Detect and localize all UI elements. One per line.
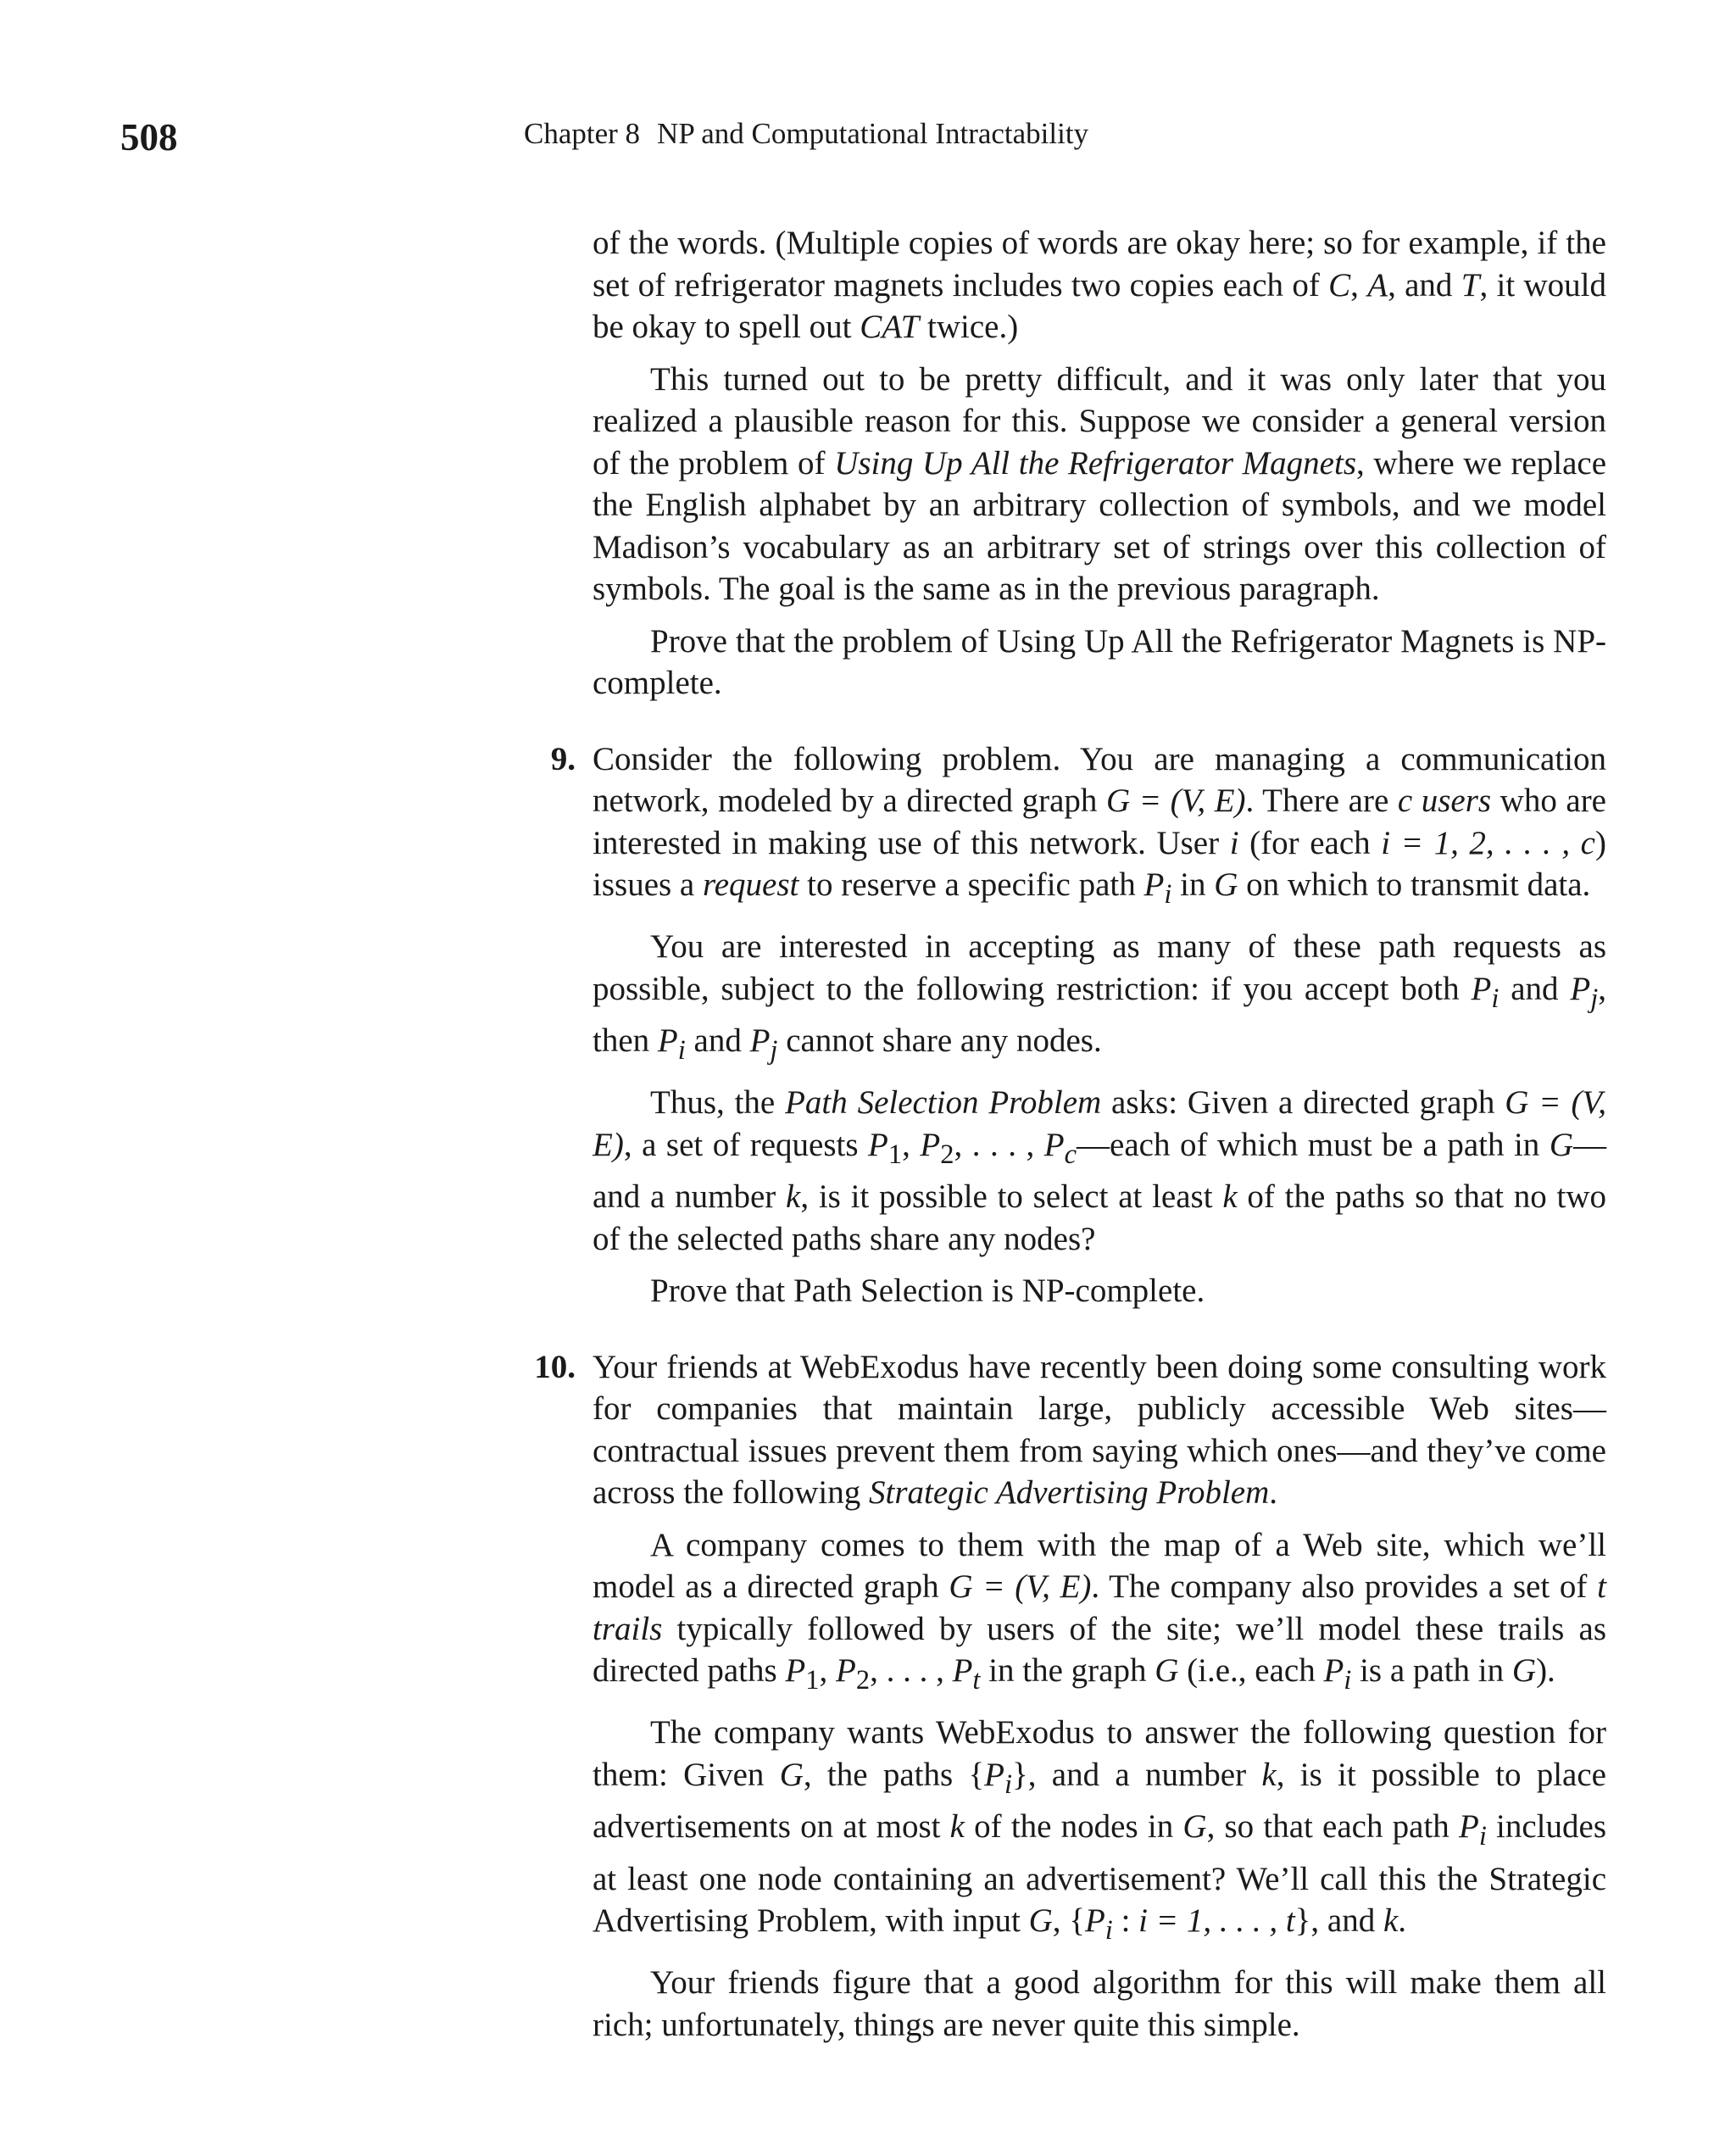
problem-10-paragraph-3: The company wants WebExodus to answer the following question for them: Given G, the paths $\{P_i\}$, and a number k, is it possible to place advertisements on at most k of the nodes in G, so that each path $P_i$ includes at least one node containing an advertisement? We’ll call this the Strategic Advertising Problem, with input G, {$P_i$ : i = 1, . . . , t}, and k.	[593, 1714, 1606, 1946]
continuation-paragraph-3: Prove that the problem of Using Up All the Refrigerator Magnets is NP-complete.	[593, 622, 1606, 701]
problem-10	[534, 1346, 1606, 2047]
problem-9-paragraph-3: Thus, the Path Selection Problem asks: Given a directed graph G = (V, E), a set of requests $P_1$, $P_2$, . . . , $P_c—each$ of which must be a path in G—and a number k, is it possible to select at least k of the paths so that no two of the selected paths share any nodes?	[593, 1084, 1606, 1257]
continuation-paragraph-1: of the words. (Multiple copies of words are okay here; so for example, if the set of refrigerator magnets includes two copies each of C, A, and T, it would be okay to spell out CAT twice.)	[593, 225, 1606, 345]
problem-9-paragraph-2: You are interested in accepting as many of these path requests as possible, subject to the following restriction: if you accept both $P_i$ and $P_j$, then $P_i$ and $P_j$ cannot share any nodes.	[593, 928, 1606, 1066]
chapter-title: NP and Computational Intractability	[657, 117, 1089, 150]
chapter-label: Chapter 8	[524, 117, 641, 150]
problem-10-paragraph-2: A company comes to them with the map of a Web site, which we’ll model as a directed graph G = (V, E). The company also provides a set of t trails typically followed by users of the site; we’ll model these trails as directed paths $P_1$, $P_2$, . . . , $P_t$ in the graph G (i.e., each $P_i$ is a path in G).	[593, 1526, 1606, 1696]
problem-9	[550, 738, 1606, 1312]
problem-9-paragraph-4: Prove that Path Selection is NP-complete.	[650, 1272, 1205, 1310]
problem-10-paragraph-4: Your friends figure that a good algorithm for this will make them all rich; unfortunately, things are never quite this simple.	[593, 1964, 1606, 2043]
running-head	[524, 117, 1088, 151]
page-number: 508	[120, 116, 178, 159]
problem-10-paragraph-1: Your friends at WebExodus have recently been doing some consulting work for companies that maintain large, publicly accessible Web sites—contractual issues prevent them from saying which ones—and they’ve come across the following Strategic Advertising Problem.	[593, 1348, 1606, 1512]
problem-9-paragraph-1: Consider the following problem. You are managing a communication network, modeled by a directed graph G = (V, E). There are c users who are interested in making use of this network. User i (for each i = 1, 2, . . . , c) issues a request to reserve a specific path $P_i$ in G on which to transmit data.	[593, 740, 1606, 910]
continuation-paragraph-2: This turned out to be pretty difficult, and it was only later that you realized a plausible reason for this. Suppose we consider a general version of the problem of Using Up All the Refrigerator Magnets, where we replace the English alphabet by an arbitrary collection of symbols, and we model Madison’s vocabulary as an arbitrary set of strings over this collection of symbols. The goal is the same as in the previous paragraph.	[593, 360, 1607, 607]
page-body	[534, 222, 1607, 2080]
problem-number: 10.	[534, 1348, 576, 1385]
problem-number: 9.	[550, 740, 576, 777]
